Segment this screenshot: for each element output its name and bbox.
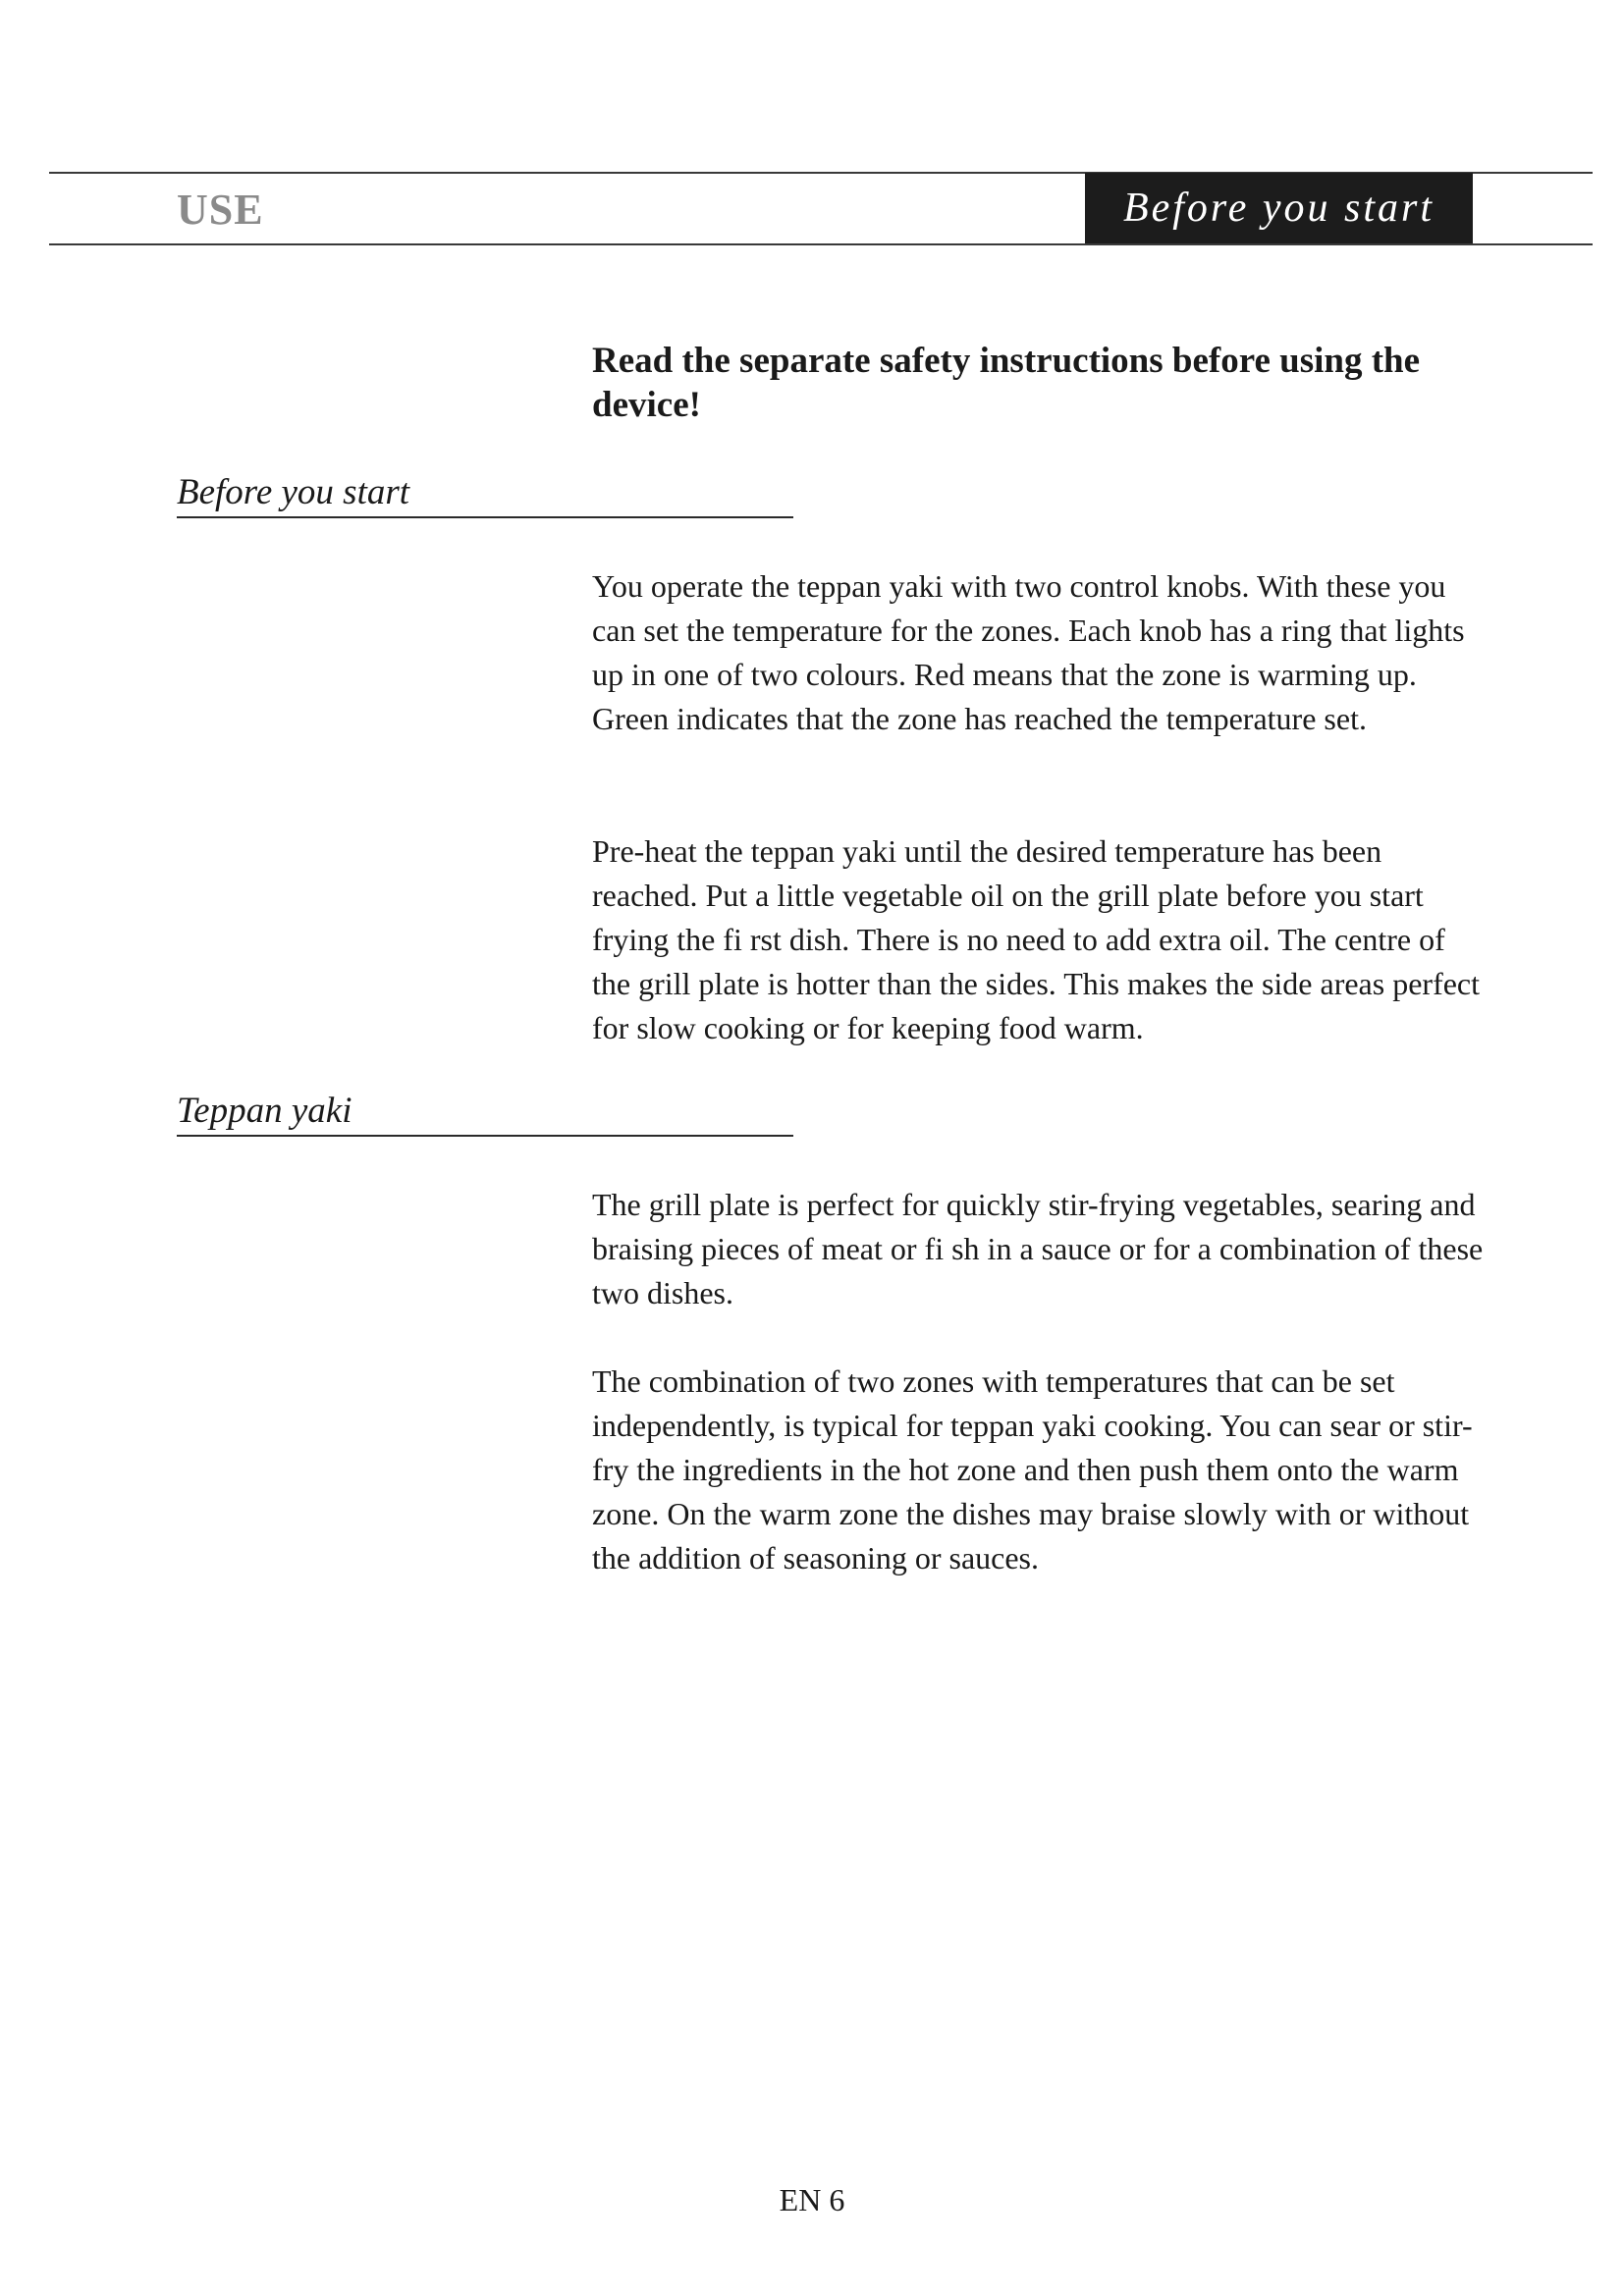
section-label: USE bbox=[177, 186, 264, 234]
paragraph-control-knobs: You operate the teppan yaki with two control knobs. With these you can set the temperature for the zones. Each knob has a ring that lights up in one of two colours. Red means that the zone is warming up. Green indicates that the zone has reached the temperature set. bbox=[592, 568, 1465, 736]
header-tab: Before you start bbox=[1085, 173, 1473, 243]
section-heading-before-you-start: Before you start bbox=[177, 469, 793, 518]
paragraph-pre-heat: Pre-heat the teppan yaki until the desired temperature has been reached. Put a little vegetable oil on the grill plate before you start frying the fi rst dish. There is no need to add extra oil. The centre of the grill plate is hotter than the sides. This makes the side areas perfect for slow cooking or for keeping food warm. bbox=[592, 833, 1481, 1045]
section-heading-teppan-yaki: Teppan yaki bbox=[177, 1088, 793, 1137]
header-bottom-rule bbox=[49, 243, 1593, 245]
page-number: EN 6 bbox=[779, 2182, 845, 2217]
paragraph-two-zones: The combination of two zones with temperatures that can be set independently, is typical for teppan yaki cooking. You can sear or stir-fry the ingredients in the hot zone and then push them onto the warm zone. On the warm zone the dishes may braise slowly with or without the addition of seasoning or sauces. bbox=[592, 1363, 1473, 1575]
paragraph-grill-plate: The grill plate is perfect for quickly stir-frying vegetables, searing and braising pieces of meat or fi sh in a sauce or for a combination of these two dishes. bbox=[592, 1187, 1484, 1310]
safety-notice: Read the separate safety instructions before using the device! bbox=[592, 341, 1421, 425]
